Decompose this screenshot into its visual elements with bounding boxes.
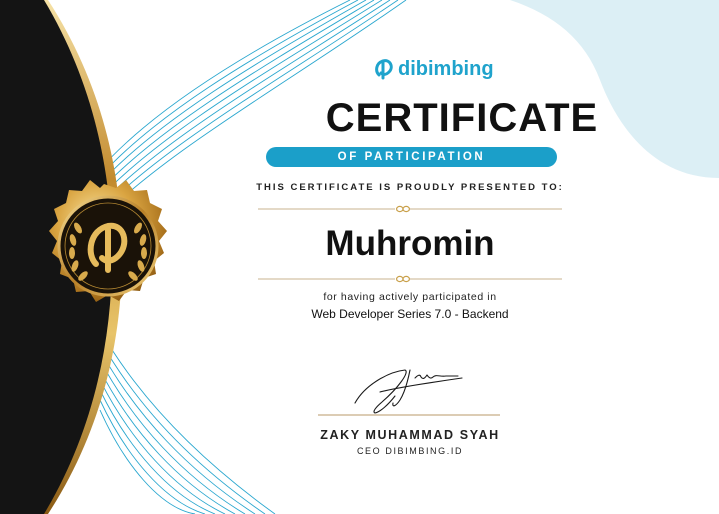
infinity-ornament-icon — [397, 206, 410, 211]
recipient-name: Muhromin — [325, 224, 495, 263]
signer-name: ZAKY MUHAMMAD SYAH — [320, 428, 500, 442]
certificate-subtitle: OF PARTICIPATION — [266, 147, 557, 167]
infinity-ornament-icon — [397, 276, 410, 281]
presented-to-text: THIS CERTIFICATE IS PROUDLY PRESENTED TO: — [256, 182, 564, 193]
certificate-title: CERTIFICATE — [325, 96, 599, 140]
signer-role: CEO DIBIMBING.ID — [356, 446, 464, 456]
brand-name: dibimbing — [398, 57, 494, 80]
brand-logo — [374, 54, 494, 84]
bottom-blue-lines — [100, 330, 275, 514]
dibimbing-logo-icon — [374, 58, 396, 80]
program-name: Web Developer Series 7.0 - Backend — [311, 307, 509, 321]
participation-text: for having actively participated in — [323, 291, 497, 303]
signature-icon — [355, 370, 462, 413]
